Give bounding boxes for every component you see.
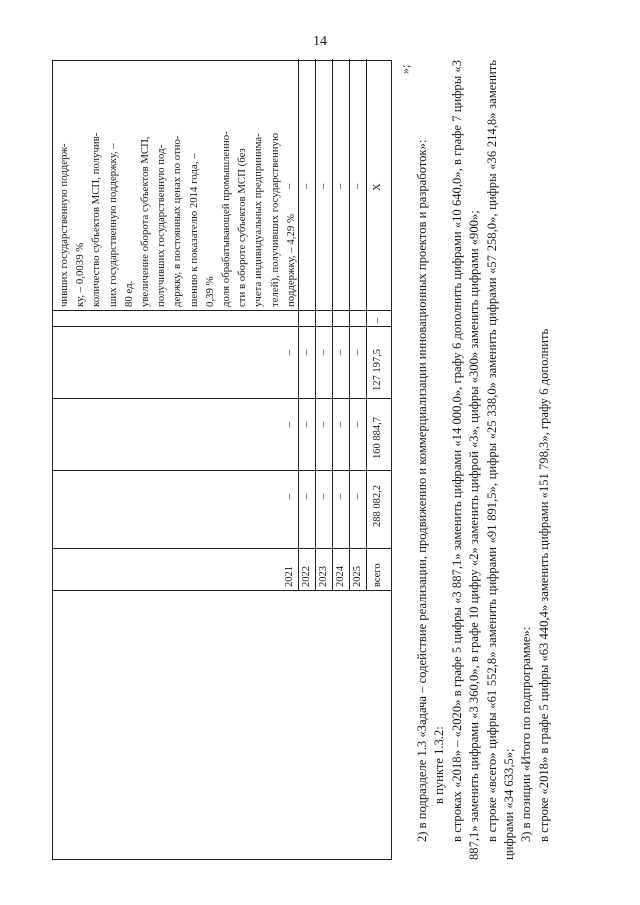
value-cell: –: [318, 421, 329, 427]
indicator-line: шению к показателю 2014 года, –: [187, 153, 200, 307]
col-divider: [53, 310, 391, 311]
year-cell: 2025: [352, 566, 363, 587]
total-cell: 288 082,2: [372, 485, 383, 527]
year-cell: 2021: [284, 566, 295, 587]
indicator-line: держку, в постоянных ценах по отно-: [171, 135, 184, 307]
rotated-page-content: [52, 60, 612, 860]
page-number: 14: [313, 34, 327, 49]
value-cell: –: [318, 349, 329, 355]
indicator-line: 80 ед.: [122, 280, 135, 307]
indicator-line: чивших государственную поддерж-: [58, 143, 70, 307]
indicator-cell: Х: [372, 183, 383, 191]
value-cell: –: [372, 317, 383, 323]
indicator-cell: –: [284, 183, 295, 189]
paragraph: в строках «2018» – «2020» в графе 5 цифры «3 887,1» заменить цифрами «14 000,0», графу 6 дополнить цифрами «10 640,0», в графе 7 цифры «3 887,1» заменить цифрами «3 360,0», в графе 10 цифру «2» заменить цифрой «3», цифры «300» заменить цифрами «900»;: [449, 60, 482, 860]
col-divider: [53, 590, 391, 591]
paragraph: в пункте 1.3.2:: [432, 726, 447, 804]
value-cell: –: [352, 421, 363, 427]
indicator-description: [56, 63, 299, 307]
indicator-line: доля обрабатывающей промышленно-: [220, 131, 233, 307]
total-cell: –: [284, 493, 295, 499]
paragraph: 3) в позиции «Итого по подпрограмме»:: [519, 626, 534, 842]
indicator-line: ку, – 0,0039 %: [74, 242, 87, 307]
paragraph: в строке «всего» цифры «61 552,8» заменить цифрами «91 891,5», цифры «25 338,0» заменить цифрами «57 258,0», цифры «36 214,8» заменить цифрами «34 633,5»;: [484, 60, 517, 860]
total-cell: –: [318, 493, 329, 499]
amendment-text: [414, 60, 553, 860]
value-cell: –: [301, 349, 312, 355]
paragraph: 2) в подразделе 1.3 «Задача – содействие реализации, продвижению и коммерциализации инновационных проектов и разработок»:: [415, 139, 429, 842]
indicator-line: сти в обороте субъектов МСП (без: [236, 148, 249, 307]
indicator-cell: –: [318, 183, 329, 189]
value-cell: –: [352, 349, 363, 355]
indicator-cell: –: [301, 183, 312, 189]
year-cell: 2024: [335, 566, 346, 587]
value-cell: 127 197,5: [372, 349, 383, 391]
value-cell: –: [284, 421, 295, 427]
col-divider: [53, 398, 391, 399]
indicator-line: телей), получивших государственную: [268, 132, 281, 307]
paragraph: в строке «2018» в графе 5 цифры «63 440,4» заменить цифрами «151 798,3», графу 6 дополнить: [536, 328, 551, 842]
indicator-cell: –: [335, 183, 346, 189]
row-divider: [366, 59, 367, 311]
year-cell: всего: [372, 563, 383, 587]
total-cell: –: [352, 493, 363, 499]
indicator-cell: –: [352, 183, 363, 189]
total-cell: –: [335, 493, 346, 499]
closing-quote: »;: [398, 64, 412, 74]
indicator-line: увеличение оборота субъектов МСП,: [139, 136, 152, 307]
indicator-line: учета индивидуальных предпринима-: [252, 133, 265, 307]
value-cell: 160 884,7: [372, 417, 383, 459]
value-cell: –: [284, 349, 295, 355]
indicator-line: поддержку, – 4,29 %: [284, 214, 297, 307]
col-divider: [53, 548, 391, 549]
indicator-line: 0,39 %: [203, 276, 216, 307]
row-divider: [366, 311, 367, 591]
value-cell: –: [335, 349, 346, 355]
value-cell: –: [335, 421, 346, 427]
indicator-line: количество субъектов МСП, получив-: [90, 132, 103, 307]
value-cell: –: [301, 421, 312, 427]
year-cell: 2022: [301, 566, 312, 587]
indicator-line: получивших государственную под-: [155, 144, 168, 307]
total-cell: –: [301, 493, 312, 499]
indicator-line: ших государственную поддержку, –: [106, 143, 119, 307]
program-table: [52, 60, 392, 860]
year-cell: 2023: [318, 566, 329, 587]
col-divider: [53, 326, 391, 327]
col-divider: [53, 470, 391, 471]
